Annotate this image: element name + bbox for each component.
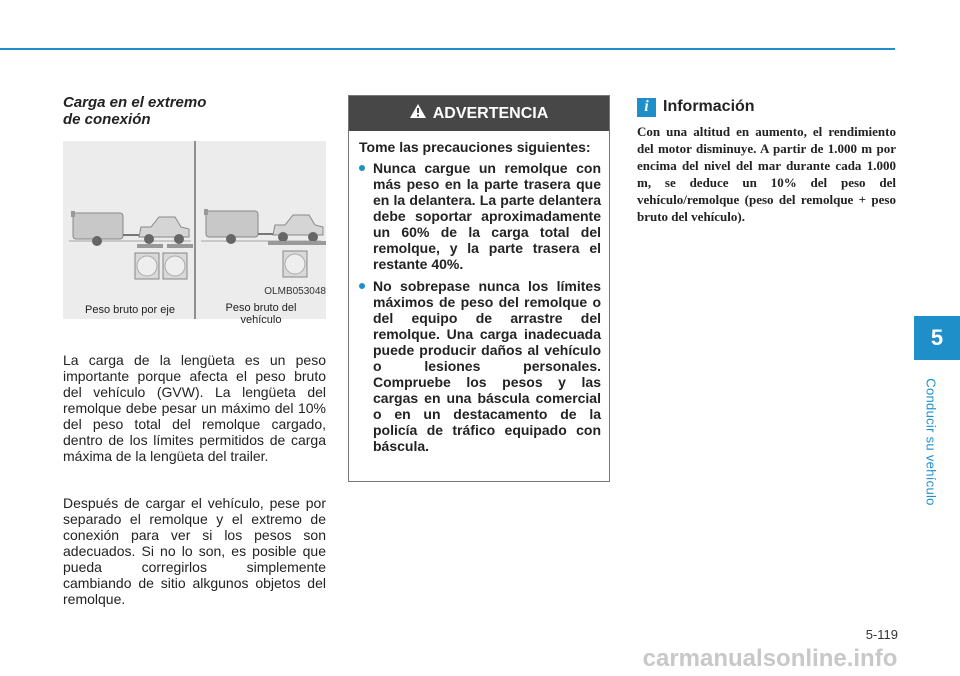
left-scene bbox=[69, 211, 193, 279]
warning-triangle-icon bbox=[410, 104, 426, 123]
information-box bbox=[637, 96, 896, 225]
warning-item-text: No sobrepase nunca los límites máximos de peso del remolque o del equipo de arrastre del remolque. Una carga inadecuada puede producir daños al vehículo o lesiones personales. Compruebe los pesos y las cargas en una báscula comercial o en un destacamento de la policía de tráfico equipado con báscula. bbox=[373, 278, 601, 454]
bullet-icon bbox=[359, 283, 365, 289]
paragraph-weigh-separately: Después de cargar el vehículo, pese por separado el remolque y el extremo de conexión para ver si los pesos son adecuados. Si no lo son, es posible que pueda corregirlos simplemente cambiando de sitio alkgunos objetos del remolque. bbox=[63, 495, 326, 607]
left-column bbox=[63, 94, 326, 607]
warning-list bbox=[359, 160, 601, 454]
warning-header bbox=[349, 96, 609, 131]
section-title-line1: Carga en el extremo bbox=[63, 94, 207, 111]
warning-item bbox=[359, 160, 601, 272]
chapter-title: Conducir su vehículo bbox=[923, 378, 939, 506]
info-title: Información bbox=[663, 98, 755, 115]
section-title-line2: de conexión bbox=[63, 111, 151, 128]
page-number: 5-119 bbox=[865, 627, 898, 642]
gross-weight-label-line2: vehículo bbox=[240, 314, 282, 326]
warning-item-text: Nunca cargue un remolque con más peso en la parte trasera que en la delantera. La parte delantera debe soportar aproximadamente un 60% de la carga total del remolque, y la parte trasera el restante 40%. bbox=[373, 160, 601, 272]
warning-box bbox=[348, 95, 610, 482]
watermark: carmanualsonline.info bbox=[642, 645, 898, 672]
chapter-number: 5 bbox=[930, 325, 944, 350]
gross-weight-label-line1: Peso bruto del bbox=[225, 302, 297, 314]
right-scene bbox=[201, 209, 326, 277]
section-title bbox=[63, 94, 326, 128]
warning-body bbox=[349, 131, 609, 454]
chapter-title-vertical bbox=[918, 372, 944, 512]
bullet-icon bbox=[359, 165, 365, 171]
paragraph-tongue-load: La carga de la lengüeta es un peso importante porque afecta el peso bruto del vehículo (GVW). La lengüeta del remolque debe pesar un máximo del 10% del peso total del remolque cargado, dentro de los límites permitidos de carga máxima de la lengüeta del trailer. bbox=[63, 352, 326, 464]
figure-code: OLMB053048 bbox=[264, 286, 326, 297]
warning-title: ADVERTENCIA bbox=[432, 104, 549, 122]
top-rule bbox=[0, 48, 895, 50]
chapter-tab[interactable] bbox=[914, 316, 960, 360]
warning-item bbox=[359, 278, 601, 454]
gross-weight-label bbox=[203, 302, 319, 326]
warning-intro: Tome las precauciones siguientes: bbox=[359, 139, 591, 155]
info-text: Con una altitud en aumento, el rendimiento del motor disminuye. A partir de 1.000 m por encima del nivel del mar durante cada 1.000 m, se deduce un 10% del peso del vehículo/remolque (peso del remolque + peso bruto del vehículo). bbox=[637, 124, 896, 224]
axle-weight-label: Peso bruto por eje bbox=[85, 304, 175, 316]
info-header bbox=[637, 96, 896, 118]
info-icon: i bbox=[637, 98, 656, 117]
